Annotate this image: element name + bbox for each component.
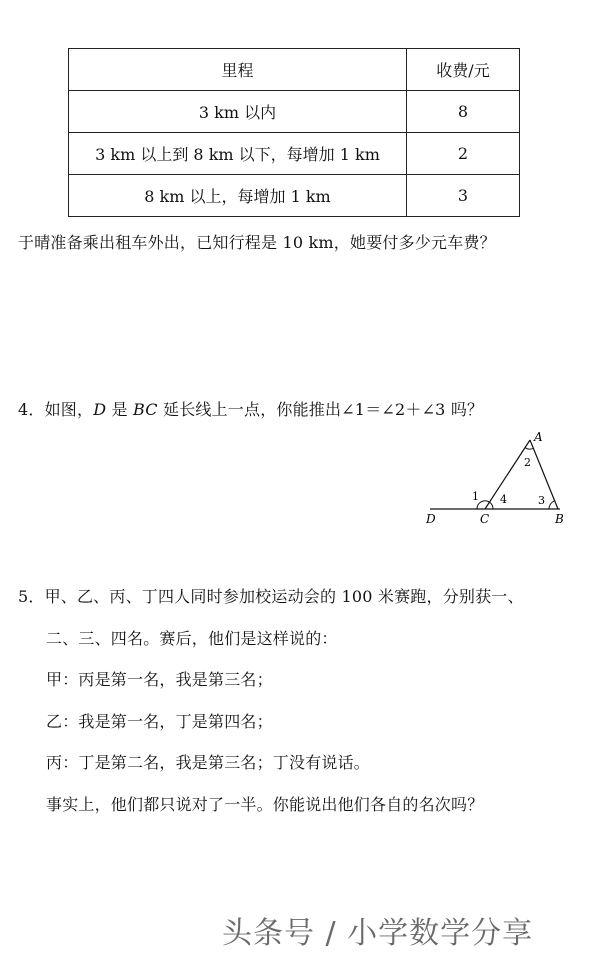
triangle-figure (420, 428, 580, 528)
watermark: 头条号 / 小学数学分享 (222, 916, 534, 951)
point-label-b: B (555, 512, 564, 526)
cell-range: 3 km 以上到 8 km 以下，每增加 1 km (69, 133, 407, 175)
question-text-part: 如图， (44, 400, 94, 419)
table-row (69, 91, 520, 133)
table-row (69, 175, 520, 217)
cell-fee: 3 (407, 175, 520, 217)
cell-range: 8 km 以上，每增加 1 km (69, 175, 407, 217)
question-3-text: 于晴准备乘出租车外出，已知行程是 10 km，她要付多少元车费？ (18, 233, 496, 252)
point-label-a: A (534, 430, 543, 444)
question-text-part: 是 (106, 400, 134, 419)
point-label-d: D (93, 400, 107, 419)
point-label-c: C (480, 512, 490, 526)
side-ca (485, 440, 530, 509)
angle-label-2: 2 (524, 456, 531, 469)
header-mileage: 里程 (69, 49, 407, 91)
angle-arc-2 (525, 448, 533, 449)
cell-fee: 2 (407, 133, 520, 175)
question-5-line-4: 乙：我是第一名，丁是第四名； (46, 712, 273, 731)
question-5-line-2: 二、三、四名。赛后，他们是这样说的： (46, 629, 338, 648)
cell-fee: 8 (407, 91, 520, 133)
angle-arc-4 (490, 502, 494, 509)
question-number: 4． (18, 400, 45, 419)
angle-label-1: 1 (472, 490, 479, 503)
segment-label-bc: BC (133, 400, 158, 419)
question-5-line-3: 甲：丙是第一名，我是第三名； (46, 670, 273, 689)
question-text-part: 延长线上一点，你能推出∠1＝∠2＋∠3 吗？ (157, 400, 484, 419)
fare-table (68, 48, 520, 217)
question-5-line-5: 丙：丁是第二名，我是第三名；丁没有说话。 (46, 753, 371, 772)
point-label-d: D (426, 512, 436, 526)
table-header-row (69, 49, 520, 91)
header-fee: 收费/元 (407, 49, 520, 91)
angle-label-3: 3 (538, 494, 545, 507)
cell-range: 3 km 以内 (69, 91, 407, 133)
angle-label-4: 4 (500, 493, 507, 506)
table-row (69, 133, 520, 175)
question-5-line-6: 事实上，他们都只说对了一半。你能说出他们各自的名次吗？ (46, 795, 484, 814)
question-5-line-1: 5．甲、乙、丙、丁四人同时参加校运动会的 100 米赛跑，分别获一、 (18, 587, 524, 606)
angle-arc-3 (549, 501, 555, 509)
question-4-text (18, 397, 483, 420)
